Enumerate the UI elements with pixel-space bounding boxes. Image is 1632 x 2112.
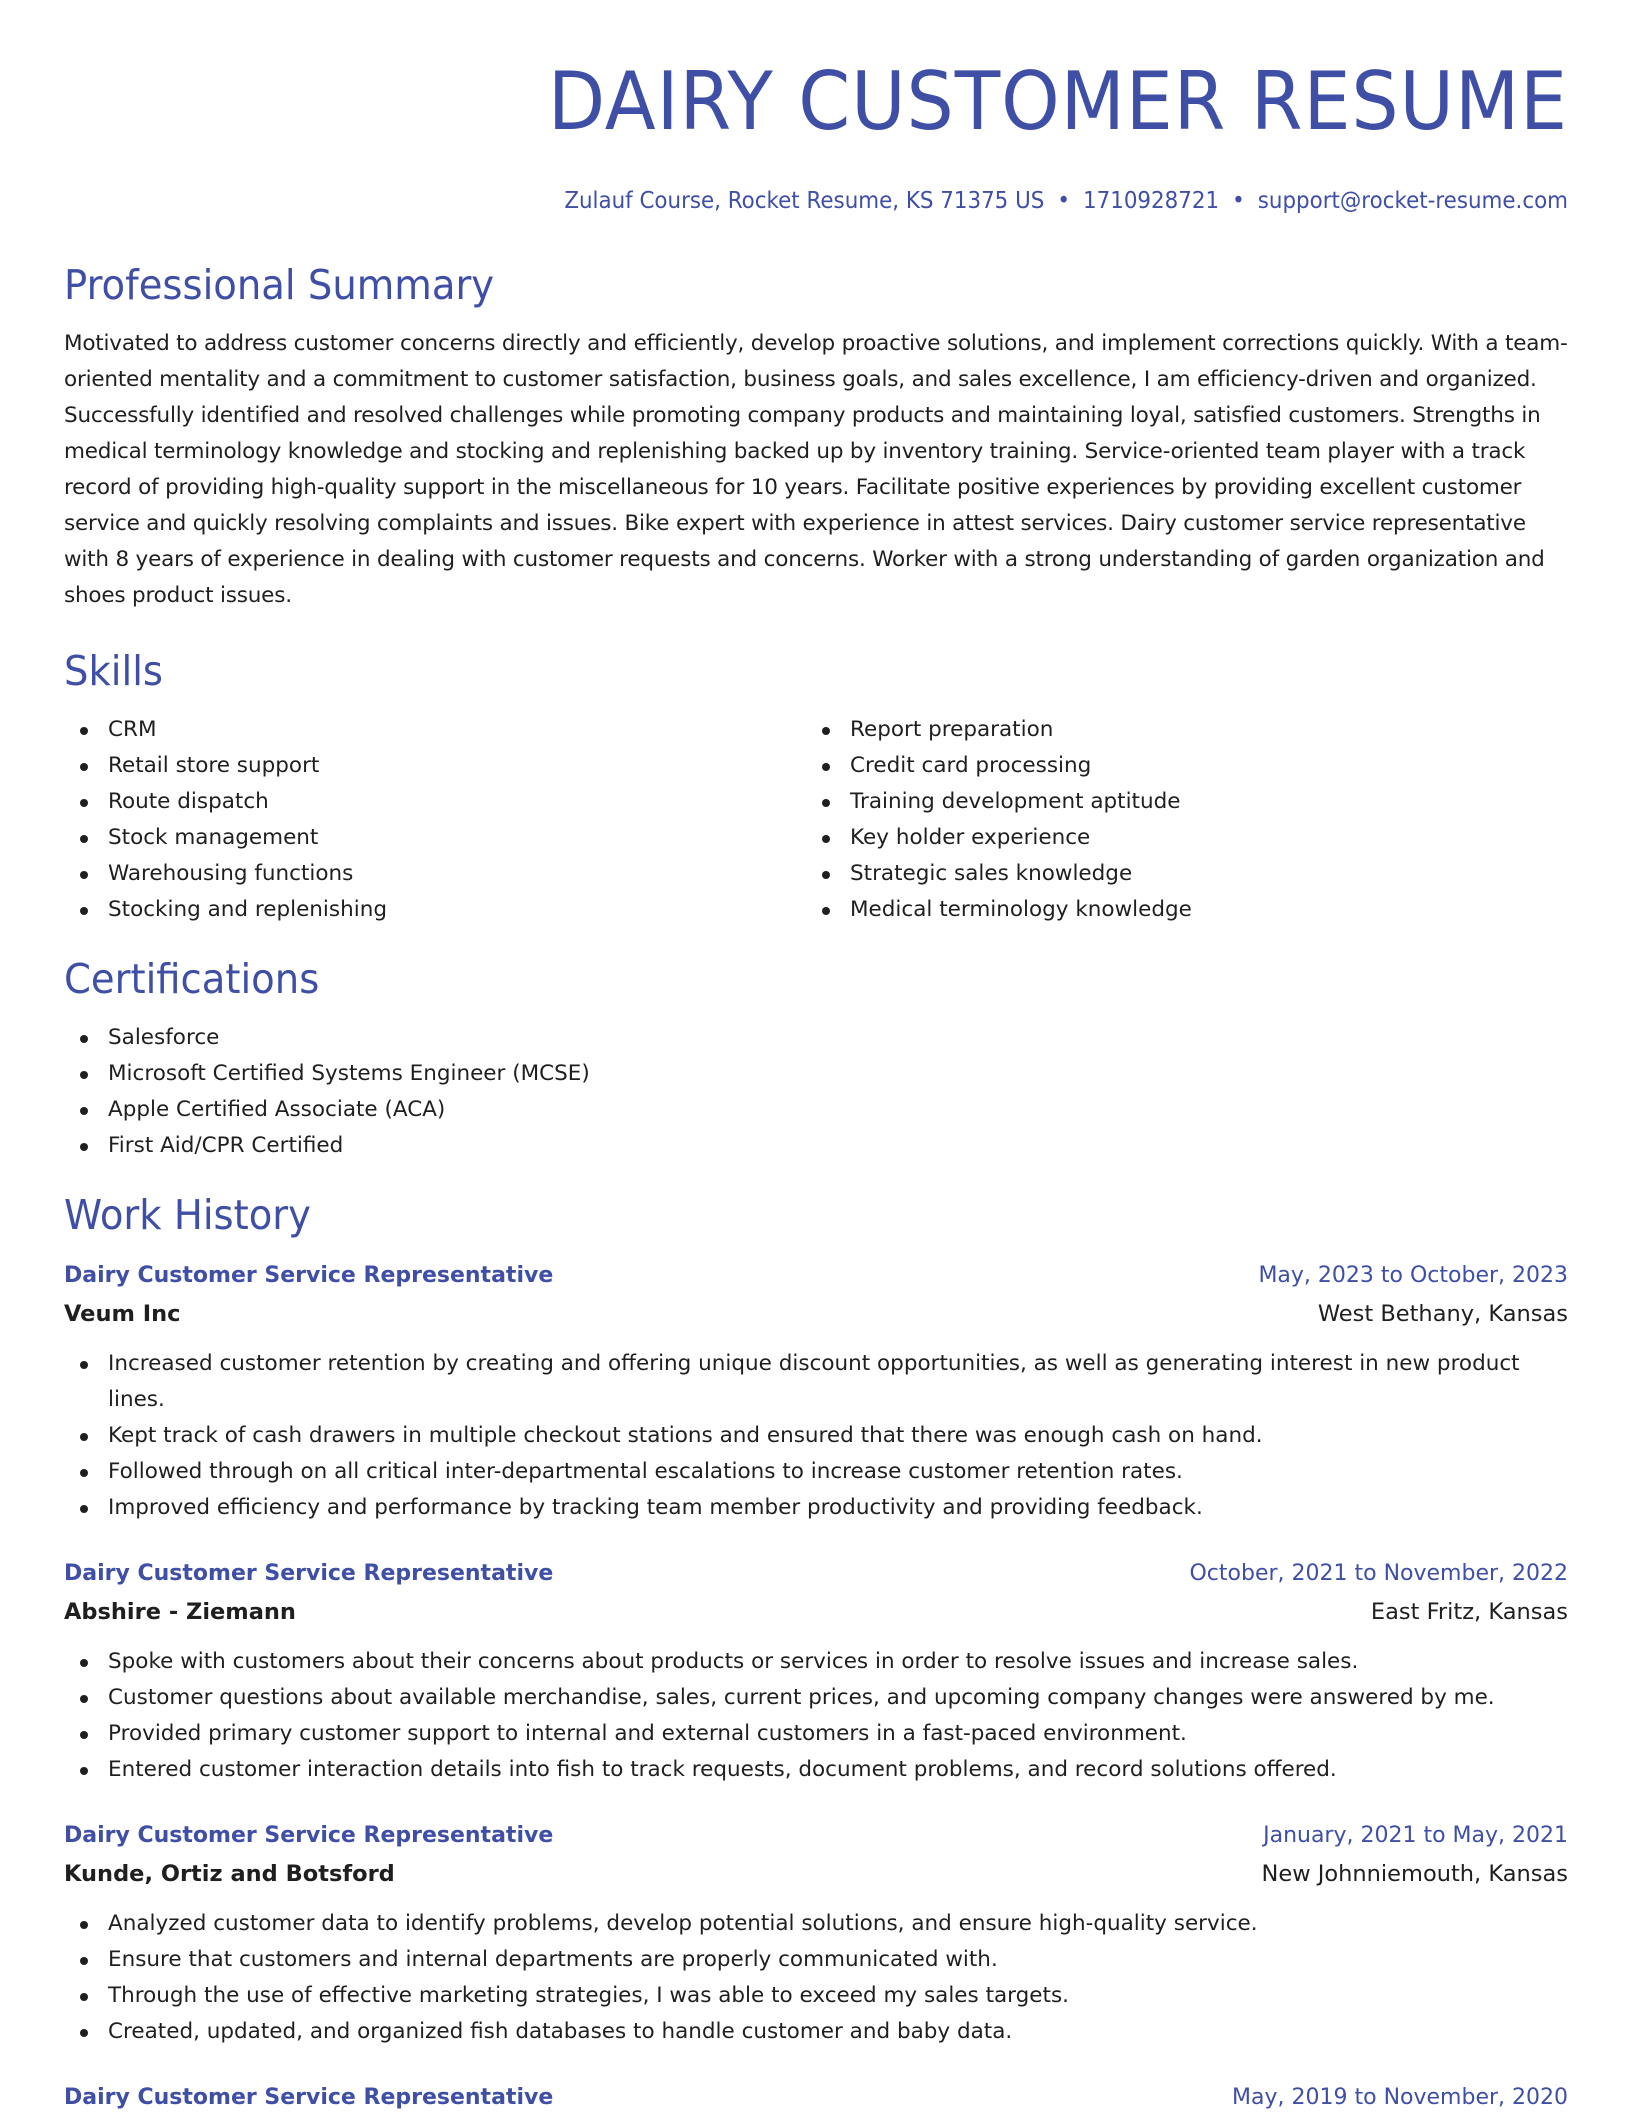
job-duty-item: Improved efficiency and performance by tracking team member productivity and providing feedback. [64,1490,1568,1526]
skill-item: Retail store support [64,748,806,784]
job-duty-item: Kept track of cash drawers in multiple checkout stations and ensured that there was enough cash on hand. [64,1418,1568,1454]
job-duty-item: Through the use of effective marketing strategies, I was able to exceed my sales targets. [64,1978,1568,2014]
summary-section [64,260,1568,614]
certifications-heading: Certifications [64,955,320,1003]
job-duty-item: Ensure that customers and internal departments are properly communicated with. [64,1942,1568,1978]
certifications-section [64,954,1568,1164]
certification-item: Microsoft Certified Systems Engineer (MCSE) [64,1056,1568,1092]
skill-item: Training development aptitude [806,784,1548,820]
job-duty-item: Created, updated, and organized fish databases to handle customer and baby data. [64,2014,1568,2050]
job-company: Kunde, Ortiz and Botsford [64,1861,395,1887]
job-dates: May, 2023 to October, 2023 [1258,1263,1568,1288]
skill-item: CRM [64,712,806,748]
skill-item: Stocking and replenishing [64,892,806,928]
job-dates: May, 2019 to November, 2020 [1232,2085,1568,2110]
job-duties [64,1346,1568,1526]
job-duty-item: Customer questions about available merchandise, sales, current prices, and upcoming company changes were answered by me. [64,1680,1568,1716]
work-history-section [64,1190,1568,2112]
job-location: West Bethany, Kansas [1317,1301,1568,1327]
job-duties [64,1644,1568,1788]
job-location: East Fritz, Kansas [1370,1599,1568,1625]
skill-item: Strategic sales knowledge [806,856,1548,892]
job-location: New Johnniemouth, Kansas [1261,1861,1568,1887]
job-dates: January, 2021 to May, 2021 [1263,1823,1568,1848]
job-dates: October, 2021 to November, 2022 [1189,1561,1568,1586]
contact-separator: • [1057,188,1070,214]
contact-line [169,186,1568,216]
job-company: Veum Inc [64,1301,181,1327]
job-duty-item: Provided primary customer support to internal and external customers in a fast-paced environment. [64,1716,1568,1752]
skills-section [64,646,1568,928]
job-title: Dairy Customer Service Representative [64,1263,554,1288]
job-duty-item: Analyzed customer data to identify problems, develop potential solutions, and ensure high-quality service. [64,1906,1568,1942]
job-title: Dairy Customer Service Representative [64,1561,554,1586]
job-duty-item: Increased customer retention by creating and offering unique discount opportunities, as well as generating interest in new product lines. [64,1346,1568,1418]
skill-item: Route dispatch [64,784,806,820]
job-duty-item: Followed through on all critical inter-departmental escalations to increase customer retention rates. [64,1454,1568,1490]
skills-list-right [806,712,1548,928]
contact-phone[interactable]: 1710928721 [1082,188,1220,214]
job-duties [64,1906,1568,2050]
resume-title: DAIRY CUSTOMER RESUME [547,55,1568,148]
job-duty-item: Entered customer interaction details into fish to track requests, document problems, and record solutions offered. [64,1752,1568,1788]
skill-item: Credit card processing [806,748,1548,784]
skills-columns [64,712,1568,928]
job-duty-item: Spoke with customers about their concerns about products or services in order to resolve issues and increase sales. [64,1644,1568,1680]
certification-item: First Aid/CPR Certified [64,1128,1568,1164]
resume-page [64,0,1568,2112]
skill-item: Warehousing functions [64,856,806,892]
summary-heading: Professional Summary [64,261,495,309]
job-company: Abshire - Ziemann [64,1599,296,1625]
job-title: Dairy Customer Service Representative [64,1823,554,1848]
job-entry [64,1556,1568,1788]
skills-list-left [64,712,806,928]
job-entry [64,1258,1568,1526]
skill-item: Key holder experience [806,820,1548,856]
work-history-heading: Work History [64,1191,311,1239]
contact-email[interactable]: support@rocket-resume.com [1257,188,1568,214]
certification-item: Apple Certified Associate (ACA) [64,1092,1568,1128]
job-title: Dairy Customer Service Representative [64,2085,554,2110]
skill-item: Stock management [64,820,806,856]
certification-item: Salesforce [64,1020,1568,1056]
resume-header [64,0,1568,216]
summary-text: Motivated to address customer concerns directly and efficiently, develop proactive solutions, and implement corrections quickly. With a team-oriented mentality and a commitment to customer satisfaction, business goals, and sales excellence, I am efficiency-driven and organized. Successfully identified and resolved challenges while promoting company products and maintaining loyal, satisfied customers. Strengths in medical terminology knowledge and stocking and replenishing backed up by inventory training. Service-oriented team player with a track record of providing high-quality support in the miscellaneous for 10 years. Facilitate positive experiences by providing excellent customer service and quickly resolving complaints and issues. Bike expert with experience in attest services. Dairy customer service representative with 8 years of experience in dealing with customer requests and concerns. Worker with a strong understanding of garden organization and shoes product issues. [64,331,1568,608]
job-entry [64,2080,1568,2112]
skill-item: Report preparation [806,712,1548,748]
job-entry [64,1818,1568,2050]
certifications-list [64,1020,1568,1164]
skills-heading: Skills [64,647,163,695]
contact-address: Zulauf Course, Rocket Resume, KS 71375 US [564,188,1045,214]
skill-item: Medical terminology knowledge [806,892,1548,928]
contact-separator: • [1232,188,1245,214]
